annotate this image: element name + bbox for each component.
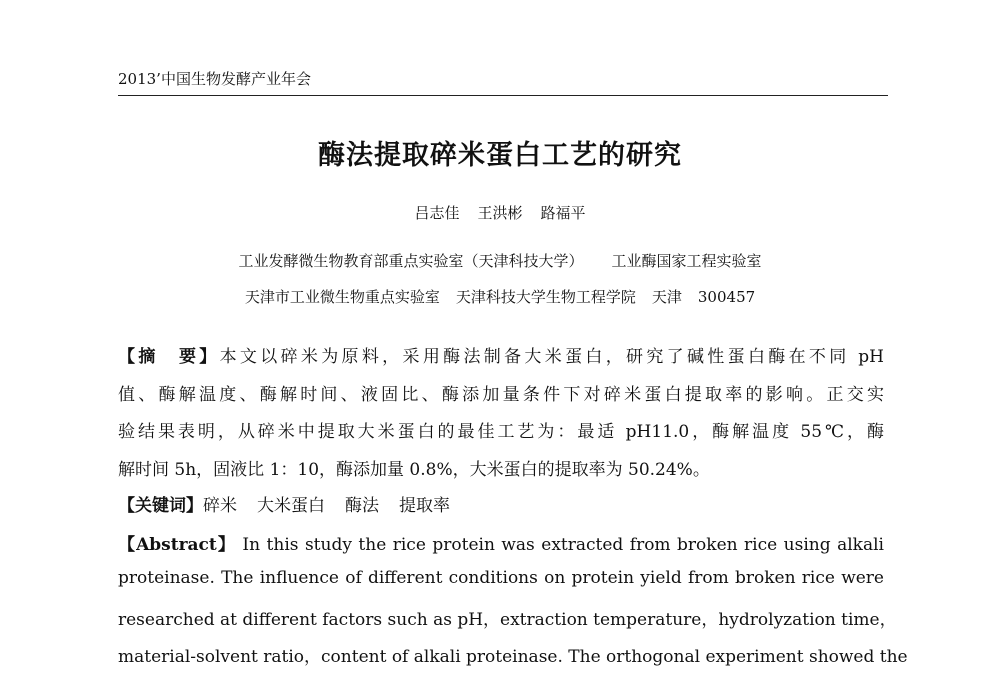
- abstract-en-text: In this study the rice protein was extracted from broken rice using alkali: [242, 535, 884, 555]
- abstract-cn-line: 解时间 5h，固液比 1：10，酶添加量 0.8%，大米蛋白的提取率为 50.24%。: [118, 460, 710, 480]
- author: 王洪彬: [477, 204, 523, 222]
- keywords-label: 【关键词】: [118, 496, 203, 516]
- header-rule: [118, 95, 888, 96]
- affiliation-line-1: [0, 250, 1000, 271]
- paper-title: 酶法提取碎米蛋白工艺的研究: [318, 140, 682, 171]
- abstract-en-line: researched at different factors such as pH，extraction temperature，hydrolyzation time，: [118, 610, 897, 630]
- abstract-en-line: [118, 530, 884, 555]
- affiliation-postcode: 300457: [697, 288, 756, 306]
- affiliation: 工业酶国家工程实验室: [611, 252, 762, 270]
- abstract-en-line: material-solvent ratio，content of alkali proteinase. The orthogonal experiment showed the: [118, 647, 908, 667]
- affiliation-line-2: [0, 286, 1000, 307]
- affiliation-city: 天津: [651, 288, 682, 306]
- author-list: [0, 202, 1000, 223]
- abstract-en-label: 【Abstract】: [118, 535, 236, 555]
- keyword: 碎米: [203, 496, 237, 516]
- abstract-cn-label: 【摘 要】: [118, 347, 220, 367]
- affiliation: 天津科技大学生物工程学院: [455, 288, 636, 306]
- conference-header: 2013’中国生物发酵产业年会: [118, 70, 311, 88]
- abstract-cn-text: 本文以碎米为原料，采用酶法制备大米蛋白，研究了碱性蛋白酶在不同 pH: [219, 347, 884, 367]
- abstract-en-line: proteinase. The influence of different conditions on protein yield from broken rice were: [118, 568, 884, 588]
- abstract-cn-line: [118, 342, 884, 367]
- keyword: 大米蛋白: [257, 496, 325, 516]
- abstract-cn-line: 验结果表明，从碎米中提取大米蛋白的最佳工艺为：最适 pH11.0，酶解温度 55℃，酶: [118, 422, 884, 442]
- abstract-cn-line: 值、酶解温度、酶解时间、液固比、酶添加量条件下对碎米蛋白提取率的影响。正交实: [118, 385, 884, 405]
- keyword: 酶法: [345, 496, 379, 516]
- affiliation: 天津市工业微生物重点实验室: [244, 288, 440, 306]
- affiliation: 工业发酵微生物教育部重点实验室（天津科技大学）: [238, 252, 584, 270]
- author: 路福平: [540, 204, 586, 222]
- keywords-line: [118, 491, 884, 516]
- keyword: 提取率: [399, 496, 450, 516]
- author: 吕志佳: [414, 204, 460, 222]
